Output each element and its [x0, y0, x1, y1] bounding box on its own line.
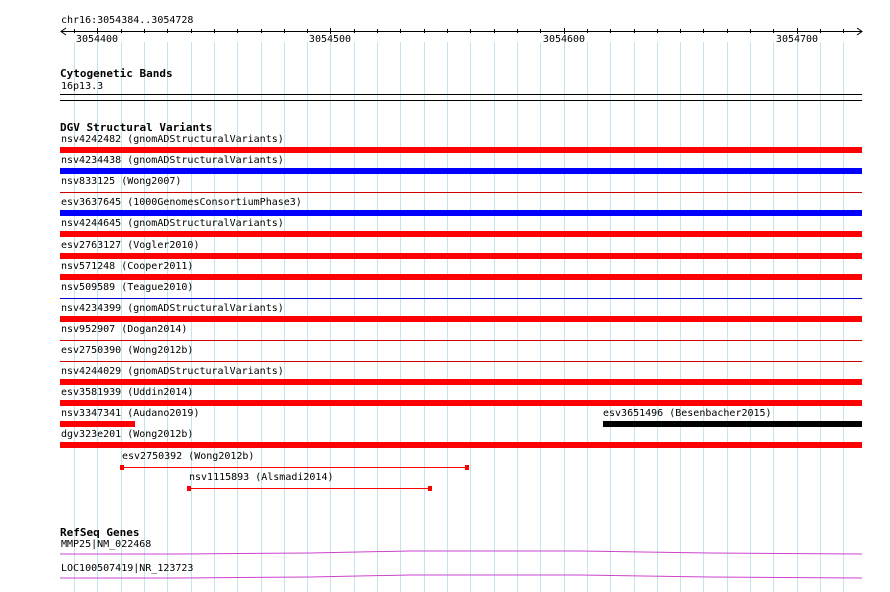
- ruler-minor-tick: [494, 29, 495, 33]
- ruler-minor-tick: [680, 29, 681, 33]
- gene-label[interactable]: LOC100507419|NR_123723: [61, 563, 194, 574]
- sv-feature-label[interactable]: nsv571248 (Cooper2011): [61, 261, 194, 272]
- sv-feature-label[interactable]: nsv509589 (Teague2010): [61, 282, 194, 293]
- sv-feature-bar[interactable]: [60, 210, 862, 216]
- cytoband-track-title: Cytogenetic Bands: [60, 67, 173, 80]
- sv-feature-label[interactable]: nsv952907 (Dogan2014): [61, 324, 188, 335]
- ruler-minor-tick: [750, 29, 751, 33]
- sv-feature-label[interactable]: esv2750390 (Wong2012b): [61, 345, 194, 356]
- ruler-minor-tick: [400, 29, 401, 33]
- ruler-minor-tick: [284, 29, 285, 33]
- sv-feature-bar[interactable]: [60, 231, 862, 237]
- ruler-axis: [61, 31, 862, 32]
- sv-feature-bar[interactable]: [60, 253, 862, 259]
- sv-feature-label[interactable]: esv2750392 (Wong2012b): [122, 451, 255, 462]
- sv-feature-label[interactable]: nsv3347341 (Audano2019): [61, 408, 200, 419]
- gene-model[interactable]: [60, 574, 862, 580]
- sv-feature-label[interactable]: nsv4234438 (gnomADStructuralVariants): [61, 155, 284, 166]
- ruler-minor-tick: [354, 29, 355, 33]
- sv-feature-label[interactable]: nsv1115893 (Alsmadi2014): [189, 472, 334, 483]
- ruler-tick-label: 3054700: [775, 34, 819, 45]
- ruler-minor-tick: [121, 29, 122, 33]
- cytoband-label: 16p13.3: [61, 81, 104, 92]
- sv-feature-label[interactable]: nsv4234399 (gnomADStructuralVariants): [61, 303, 284, 314]
- refseq-track-title: RefSeq Genes: [60, 526, 140, 539]
- ruler-minor-tick: [820, 29, 821, 33]
- sv-feature-label[interactable]: dgv323e201 (Wong2012b): [61, 429, 194, 440]
- ruler-minor-tick: [214, 29, 215, 33]
- sv-feature-label[interactable]: nsv4244645 (gnomADStructuralVariants): [61, 218, 284, 229]
- sv-feature-bar[interactable]: [60, 316, 862, 322]
- ruler-minor-tick: [540, 29, 541, 33]
- ruler-minor-tick: [634, 29, 635, 33]
- sv-feature-label[interactable]: esv3637645 (1000GenomesConsortiumPhase3): [61, 197, 302, 208]
- sv-feature-bar[interactable]: [60, 442, 862, 448]
- ruler-minor-tick: [237, 29, 238, 33]
- sv-feature-bar[interactable]: [60, 147, 862, 153]
- sv-feature-bar[interactable]: [60, 400, 862, 406]
- sv-feature-label[interactable]: nsv833125 (Wong2007): [61, 176, 182, 187]
- ruler-left-arrow-icon: [59, 27, 69, 36]
- sv-feature-bar[interactable]: [60, 192, 862, 193]
- ruler-minor-tick: [610, 29, 611, 33]
- ruler-minor-tick: [167, 29, 168, 33]
- sv-feature-bar[interactable]: [60, 298, 862, 299]
- ruler-minor-tick: [261, 29, 262, 33]
- sv-feature-label[interactable]: nsv4242482 (gnomADStructuralVariants): [61, 134, 284, 145]
- ruler-minor-tick: [657, 29, 658, 33]
- ruler-minor-tick: [470, 29, 471, 33]
- sv-feature-bar[interactable]: [60, 361, 862, 362]
- ruler-minor-tick: [377, 29, 378, 33]
- gene-model[interactable]: [60, 550, 862, 556]
- sv-feature-bar[interactable]: [60, 421, 135, 427]
- sv-feature-label[interactable]: esv2763127 (Vogler2010): [61, 240, 200, 251]
- sv-feature-bar[interactable]: [60, 379, 862, 385]
- cytoband-ideogram-bottom: [60, 100, 862, 101]
- dgv-track-title: DGV Structural Variants: [60, 121, 213, 134]
- ruler-right-arrow-icon: [854, 27, 864, 36]
- ruler-tick-label: 3054400: [75, 34, 119, 45]
- ruler-minor-tick: [587, 29, 588, 33]
- sv-feature-bar[interactable]: [188, 488, 431, 489]
- ruler-minor-tick: [727, 29, 728, 33]
- sv-feature-bar[interactable]: [121, 467, 468, 468]
- sv-feature-label[interactable]: esv3651496 (Besenbacher2015): [603, 408, 772, 419]
- sv-feature-bar[interactable]: [603, 421, 862, 427]
- sv-feature-bar[interactable]: [60, 274, 862, 280]
- ruler-minor-tick: [424, 29, 425, 33]
- ruler-minor-tick: [703, 29, 704, 33]
- ruler-tick-label: 3054600: [542, 34, 586, 45]
- gene-label[interactable]: MMP25|NM_022468: [61, 539, 152, 550]
- sv-feature-bar[interactable]: [60, 168, 862, 174]
- ruler-minor-tick: [447, 29, 448, 33]
- ruler-tick-label: 3054500: [308, 34, 352, 45]
- ruler-location-label: chr16:3054384..3054728: [61, 15, 194, 26]
- ruler-minor-tick: [843, 29, 844, 33]
- cytoband-ideogram-top: [60, 94, 862, 95]
- ruler-minor-tick: [517, 29, 518, 33]
- sv-feature-label[interactable]: nsv4244029 (gnomADStructuralVariants): [61, 366, 284, 377]
- ruler-minor-tick: [191, 29, 192, 33]
- sv-feature-bar[interactable]: [60, 340, 862, 341]
- ruler-minor-tick: [773, 29, 774, 33]
- sv-feature-label[interactable]: esv3581939 (Uddin2014): [61, 387, 194, 398]
- ruler-minor-tick: [74, 29, 75, 33]
- ruler-minor-tick: [307, 29, 308, 33]
- ruler-minor-tick: [144, 29, 145, 33]
